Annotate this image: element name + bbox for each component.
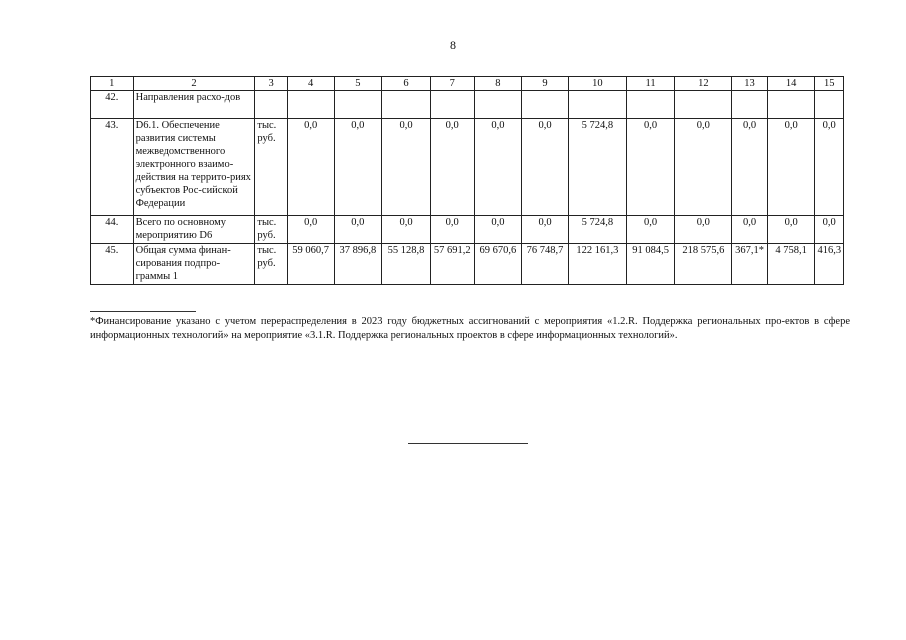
table-cell: 59 060,7	[287, 244, 334, 285]
column-header: 6	[382, 77, 431, 91]
table-cell: 0,0	[767, 216, 815, 244]
table-cell	[767, 91, 815, 119]
column-header: 2	[133, 77, 255, 91]
table-cell: 57 691,2	[430, 244, 474, 285]
table-cell	[732, 91, 768, 119]
table-cell: 37 896,8	[334, 244, 382, 285]
table-cell: 0,0	[430, 216, 474, 244]
column-header: 13	[732, 77, 768, 91]
table-cell: 0,0	[522, 119, 569, 216]
table-cell	[675, 91, 732, 119]
header-row	[91, 77, 844, 91]
footnote: *Финансирование указано с учетом перераспределения в 2023 году бюджетных ассигнований с мероприятия «1.2.R. Поддержка региональных про-ектов в сфере информационных технологий» на мероприятие «3.1.R. Поддержка региональных проектов в сфере информационных технологий».	[90, 316, 850, 341]
row-number: 42.	[91, 91, 134, 119]
column-header: 11	[626, 77, 675, 91]
end-of-section-divider	[408, 443, 528, 444]
table-cell: 0,0	[474, 216, 522, 244]
table-cell: 5 724,8	[568, 119, 626, 216]
column-header: 4	[287, 77, 334, 91]
row-number: 43.	[91, 119, 134, 216]
page-number: 8	[450, 38, 456, 52]
table-cell: 0,0	[675, 216, 732, 244]
column-header: 1	[91, 77, 134, 91]
table-row	[91, 216, 844, 244]
table-cell: 0,0	[334, 216, 382, 244]
column-header: 5	[334, 77, 382, 91]
column-header: 9	[522, 77, 569, 91]
table-cell	[568, 91, 626, 119]
table-cell: 0,0	[382, 216, 431, 244]
table-cell: 0,0	[626, 119, 675, 216]
table-cell	[334, 91, 382, 119]
table-cell	[815, 91, 844, 119]
table-row	[91, 119, 844, 216]
table-cell: 0,0	[675, 119, 732, 216]
row-name: Направления расхо-дов	[133, 91, 255, 119]
row-number: 44.	[91, 216, 134, 244]
table-cell: 0,0	[815, 216, 844, 244]
row-unit: тыс. руб.	[255, 119, 287, 216]
table-cell: 91 084,5	[626, 244, 675, 285]
table-cell: 367,1*	[732, 244, 768, 285]
row-unit: тыс. руб.	[255, 216, 287, 244]
table-cell: 69 670,6	[474, 244, 522, 285]
table-cell: 0,0	[626, 216, 675, 244]
table-cell: 55 128,8	[382, 244, 431, 285]
row-number: 45.	[91, 244, 134, 285]
column-header: 8	[474, 77, 522, 91]
column-header: 12	[675, 77, 732, 91]
column-header: 15	[815, 77, 844, 91]
column-header: 7	[430, 77, 474, 91]
row-name: D6.1. Обеспечение развития системы межведомственного электронного взаимо-действия на террито-риях субъектов Рос-сийской Федерации	[133, 119, 255, 216]
table-cell: 0,0	[334, 119, 382, 216]
column-header: 10	[568, 77, 626, 91]
table-cell: 0,0	[815, 119, 844, 216]
table-cell: 0,0	[732, 216, 768, 244]
table-cell: 122 161,3	[568, 244, 626, 285]
table-cell	[474, 91, 522, 119]
table-cell	[287, 91, 334, 119]
table-cell	[522, 91, 569, 119]
column-header: 3	[255, 77, 287, 91]
table-cell: 0,0	[287, 216, 334, 244]
row-name: Всего по основному мероприятию D6	[133, 216, 255, 244]
table-row	[91, 244, 844, 285]
table-cell: 0,0	[430, 119, 474, 216]
table-cell: 0,0	[287, 119, 334, 216]
table-cell: 0,0	[732, 119, 768, 216]
table-cell: 0,0	[474, 119, 522, 216]
row-name: Общая сумма финан-сирования подпро-граммы 1	[133, 244, 255, 285]
table-cell	[382, 91, 431, 119]
budget-table	[90, 76, 844, 285]
table-row	[91, 91, 844, 119]
table-cell: 218 575,6	[675, 244, 732, 285]
table-cell: 416,3	[815, 244, 844, 285]
table-cell: 76 748,7	[522, 244, 569, 285]
column-header: 14	[767, 77, 815, 91]
table-cell: 0,0	[522, 216, 569, 244]
table-cell	[626, 91, 675, 119]
table-cell: 5 724,8	[568, 216, 626, 244]
footnote-divider	[90, 311, 196, 312]
table-cell: 4 758,1	[767, 244, 815, 285]
table-cell	[430, 91, 474, 119]
row-unit	[255, 91, 287, 119]
table-cell: 0,0	[382, 119, 431, 216]
table-cell: 0,0	[767, 119, 815, 216]
row-unit: тыс. руб.	[255, 244, 287, 285]
